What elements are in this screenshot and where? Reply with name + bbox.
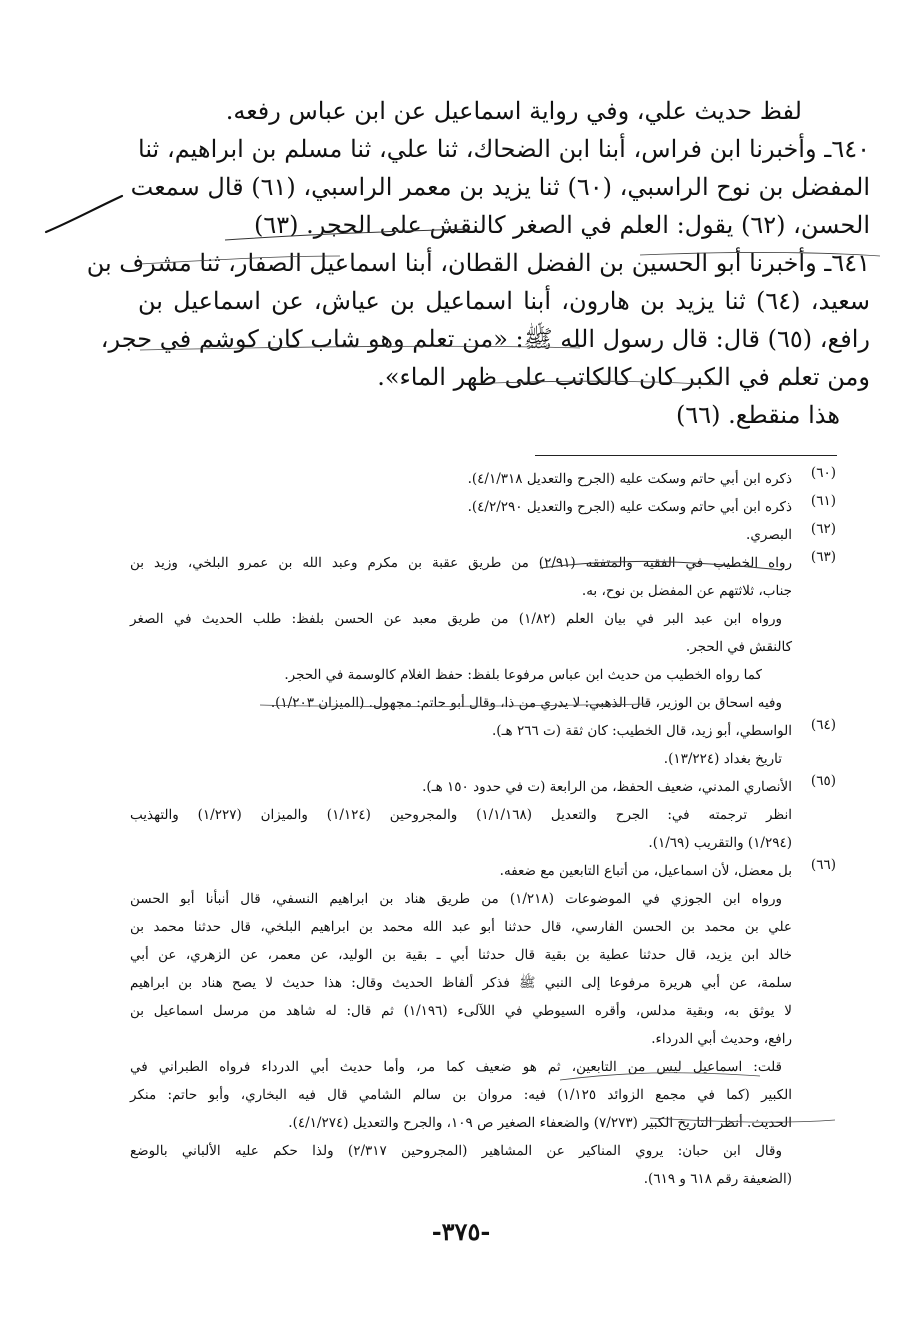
footnote <box>130 549 836 717</box>
footnote-line: ذكره ابن أبي حاتم وسكت عليه (الجرح والتعديل ٤/٢/٢٩٠). <box>467 499 792 515</box>
footnote-line: لا يوثق به، وبقية مدلس، وأقره السيوطي في اللآلىء (١/١٩٦) ثم قال: له شاهد من مرسل اسماعيل بن <box>130 1003 792 1019</box>
footnote-line: (١/٢٩٤) والتقريب (١/٦٩). <box>648 835 792 851</box>
footnote-line: (الضعيفة رقم ٦١٨ و ٦١٩). <box>643 1171 792 1187</box>
footnote-line: تاريخ بغداد (١٣/٢٢٤). <box>663 751 782 767</box>
footnote <box>130 493 836 521</box>
footnote-number: (٦٢) <box>810 521 836 537</box>
footnote-line: ورواه ابن الجوزي في الموضوعات (١/٢١٨) من طريق هناد بن ابراهيم النسفي، قال أنبأنا أبو الحسن <box>130 891 782 907</box>
main-line: المفضل بن نوح الراسبي، (٦٠) ثنا يزيد بن معمر الراسبي، (٦١) قال سمعت <box>130 173 870 201</box>
footnote-line: ورواه ابن عبد البر في بيان العلم (١/٨٢) من طريق معبد عن الحسن بلفظ: طلب الحديث في الصغر <box>130 611 782 627</box>
footnote-line: جناب، ثلاثتهم عن المفضل بن نوح، به. <box>581 583 792 599</box>
footnote-line: خالد ابن يزيد، قال حدثنا عطية بن بقية قال حدثنا أبي ـ بقية بن الوليد، عن معمر، عن الزهري، عن أبي <box>130 947 792 963</box>
main-text <box>86 92 870 434</box>
main-line: الحسن، (٦٢) يقول: العلم في الصغر كالنقش على الحجر. (٦٣) <box>253 211 870 239</box>
footnote <box>130 521 836 549</box>
footnote-number: (٦٣) <box>810 549 836 565</box>
footnote-line: وفيه اسحاق بن الوزير، قال الذهبي: لا يدري من ذا، وقال أبو حاتم: مجهول. (الميزان ١/٢٠٣). <box>270 695 782 711</box>
main-line: ومن تعلم في الكبر كان كالكاتب على ظهر الماء». <box>377 363 870 391</box>
main-line: ٦٤٠ـ وأخبرنا ابن فراس، أبنا ابن الضحاك، ثنا علي، ثنا مسلم بن ابراهيم، ثنا <box>138 135 870 163</box>
footnote <box>130 773 836 857</box>
footnote-number: (٦٥) <box>810 773 836 789</box>
footnote-line: كما رواه الخطيب من حديث ابن عباس مرفوعا بلفظ: حفظ الغلام كالوسمة في الحجر. <box>284 667 762 683</box>
footnote-number: (٦٠) <box>810 465 836 481</box>
main-line: هذا منقطع. (٦٦) <box>675 401 840 429</box>
footnote-line: كالنقش في الحجر. <box>685 639 792 655</box>
footnote-line: الكبير (كما في مجمع الزوائد ١/١٢٥) فيه: مروان بن سالم الشامي قال فيه البخاري، وأبو حاتم: منكر <box>130 1087 792 1103</box>
footnote-line: رواه الخطيب في الفقيه والمتفقه (٢/٩١) من طريق عقبة بن مكرم وعبد الله بن عمرو البلخي، وزيد بن <box>130 555 792 571</box>
footnote-line: البصري. <box>746 527 792 543</box>
footnote-line: وقال ابن حبان: يروي المناكير عن المشاهير (المجروحين ٢/٣١٧) ولذا حكم عليه الألباني بالوضع <box>130 1143 782 1159</box>
footnote-separator <box>535 455 837 456</box>
footnote-line: بل معضل، لأن اسماعيل، من أتباع التابعين مع ضعفه. <box>499 863 792 879</box>
footnote <box>130 857 836 1193</box>
footnote-line: ذكره ابن أبي حاتم وسكت عليه (الجرح والتعديل ٤/١/٣١٨). <box>467 471 792 487</box>
footnote <box>130 465 836 493</box>
main-line: سعيد، (٦٤) ثنا يزيد بن هارون، أبنا اسماعيل بن عياش، عن اسماعيل بن <box>138 287 870 315</box>
footnote-line: الواسطي، أبو زيد، قال الخطيب: كان ثقة (ت ٢٦٦ هـ). <box>492 723 792 739</box>
page-number: -٣٧٥- <box>431 1217 491 1246</box>
main-line: رافع، (٦٥) قال: قال رسول الله ﷺ: «من تعلم وهو شاب كان كوشم في حجر، <box>100 325 870 353</box>
margin-pen-stroke <box>46 196 122 232</box>
footnote-line: انظر ترجمته في: الجرح والتعديل (١/١/١٦٨) والمجروحين (١/١٢٤) والميزان (١/٢٢٧) والتهذيب <box>130 807 792 823</box>
footnote <box>130 717 836 773</box>
footnote-line: قلت: اسماعيل ليس من التابعين، ثم هو ضعيف كما مر، وأما حديث أبي الدرداء فرواه الطبراني في <box>130 1059 782 1075</box>
footnote-number: (٦٦) <box>810 857 836 873</box>
footnote-line: الحديث. أنظر التاريخ الكبير (٧/٢٧٣) والضعفاء الصغير ص ١٠٩، والجرح والتعديل (٤/١/٢٧٤). <box>288 1115 792 1131</box>
footnote-line: سلمة، عن أبي هريرة مرفوعا إلى النبي ﷺ فذكر ألفاظ الحديث وقال: هذا حديث لا يصح هناد بن ابراهيم <box>130 975 792 991</box>
footnotes <box>130 465 836 1193</box>
footnote-line: علي بن محمد بن الحسن الفارسي، قال حدثنا أبو عبد الله محمد بن ابراهيم البلخي، قال حدثنا محمد بن <box>130 919 792 935</box>
footnote-line: رافع، وحديث أبي الدرداء. <box>651 1031 792 1047</box>
footnote-number: (٦٤) <box>810 717 836 733</box>
main-line: لفظ حديث علي، وفي رواية اسماعيل عن ابن عباس رفعه. <box>225 97 802 125</box>
main-line: ٦٤١ـ وأخبرنا أبو الحسين بن الفضل القطان، أبنا اسماعيل الصفار، ثنا مشرف بن <box>86 249 870 277</box>
footnote-number: (٦١) <box>810 493 836 509</box>
footnote-line: الأنصاري المدني، ضعيف الحفظ، من الرابعة (ت في حدود ١٥٠ هـ). <box>422 779 792 795</box>
